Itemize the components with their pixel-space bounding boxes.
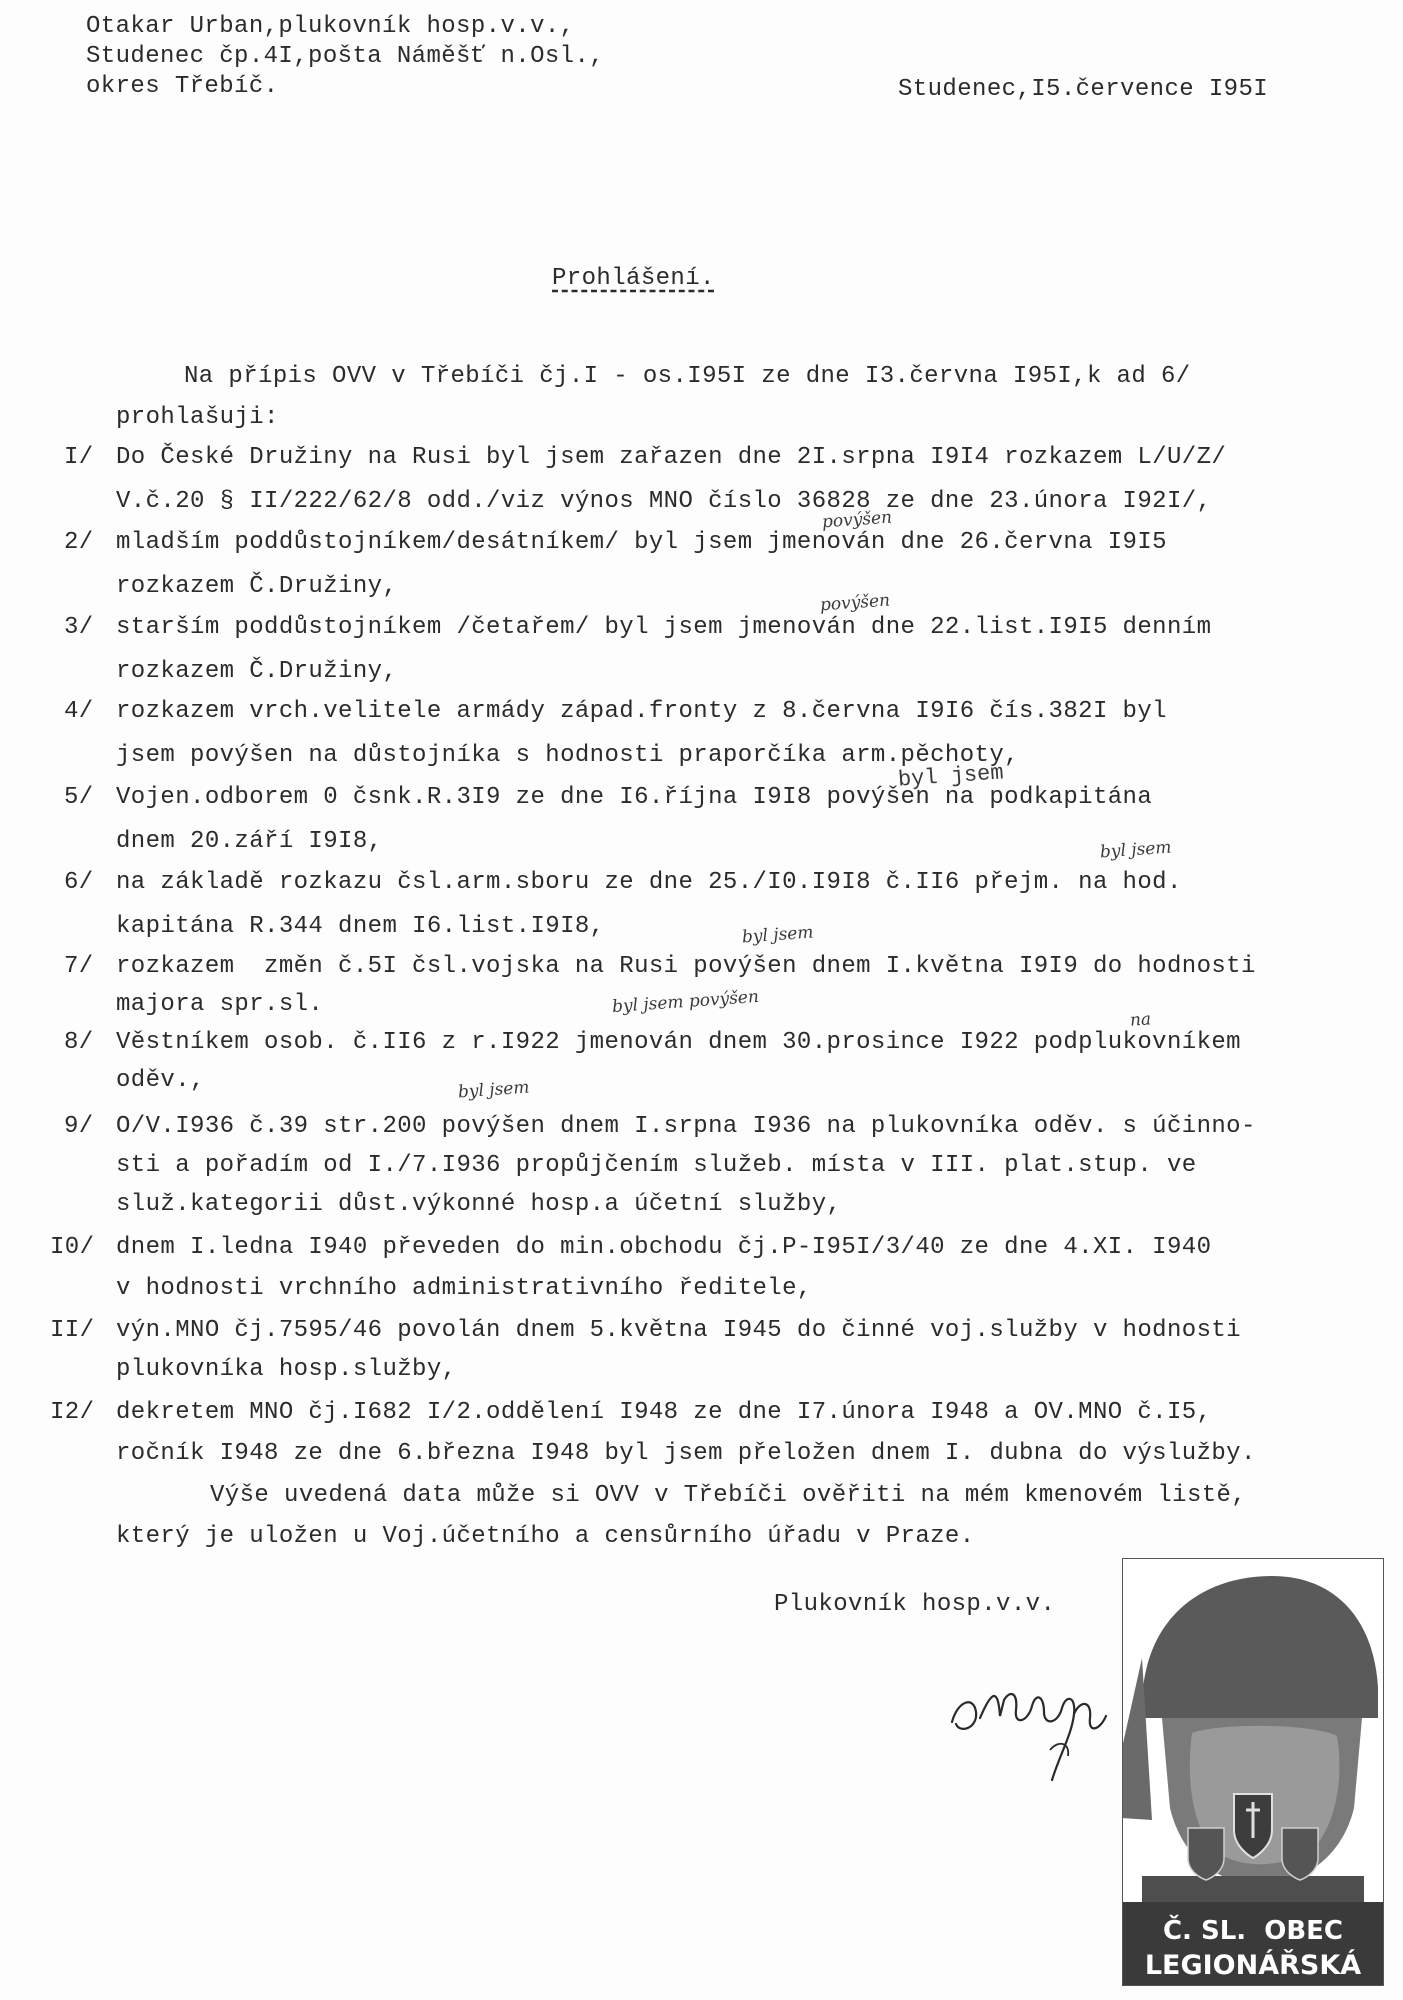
item-line: dnem I.ledna I940 převeden do min.obchodu čj.P-I95I/3/40 ze dne 4.XI. I940	[116, 1234, 1212, 1261]
item-line: kapitána R.344 dnem I6.list.I9I8,	[116, 913, 605, 940]
item-line: mladším poddůstojníkem/desátníkem/ byl jsem jmenován dne 26.června I9I5	[116, 529, 1167, 556]
handwritten-correction: byl jsem	[457, 1077, 531, 1103]
item-number: II/	[50, 1317, 95, 1344]
item-number: I2/	[50, 1399, 95, 1426]
item-line: Do České Družiny na Rusi byl jsem zařazen dne 2I.srpna I9I4 rozkazem L/U/Z/	[116, 444, 1227, 471]
item-line: na základě rozkazu čsl.arm.sboru ze dne 25./I0.I9I8 č.II6 přejm. na hod.	[116, 869, 1182, 896]
sender-line-3: okres Třebíč.	[86, 73, 279, 100]
item-line: O/V.I936 č.39 str.200 povýšen dnem I.srpna I936 na plukovníka oděv. s účinno-	[116, 1113, 1256, 1140]
handwritten-correction: byl jsem povýšen	[611, 986, 760, 1018]
item-line: oděv.,	[116, 1067, 205, 1094]
intro-line-2: prohlašuji:	[116, 404, 279, 431]
document-title: Prohlášení.	[552, 265, 715, 292]
item-line: výn.MNO čj.7595/46 povolán dnem 5.května I945 do činné voj.služby v hodnosti	[116, 1317, 1241, 1344]
item-line: V.č.20 § II/222/62/8 odd./viz výnos MNO číslo 36828 ze dne 23.února I92I/,	[116, 488, 1212, 515]
emblem-text-line-1: Č. SL. OBEC	[1162, 1916, 1344, 1946]
item-line: Věstníkem osob. č.II6 z r.I922 jmenován dnem 30.prosince I922 podplukovníkem	[116, 1029, 1241, 1056]
item-line: starším poddůstojníkem /četařem/ byl jsem jmenován dne 22.list.I9I5 denním	[116, 614, 1212, 641]
item-line: Vojen.odborem 0 čsnk.R.3I9 ze dne I6.října I9I8 povýšen na podkapitána	[116, 784, 1153, 811]
item-number: 9/	[64, 1113, 94, 1140]
sender-line-2: Studenec čp.4I,pošta Náměšť n.Osl.,	[86, 43, 605, 70]
item-line: dnem 20.září I9I8,	[116, 828, 383, 855]
item-number: 2/	[64, 529, 94, 556]
place-date: Studenec,I5.července I95I	[898, 76, 1269, 103]
closing-line-2: který je uložen u Voj.účetního a censůrního úřadu v Praze.	[116, 1523, 975, 1550]
handwritten-signature	[940, 1630, 1120, 1800]
handwritten-correction: byl jsem	[741, 922, 815, 948]
item-line: sti a pořadím od I./7.I936 propůjčením služeb. místa v III. plat.stup. ve	[116, 1152, 1197, 1179]
item-number: I/	[64, 444, 94, 471]
item-number: 4/	[64, 698, 94, 725]
item-line: dekretem MNO čj.I682 I/2.oddělení I948 ze dne I7.února I948 a OV.MNO č.I5,	[116, 1399, 1212, 1426]
item-line: služ.kategorii důst.výkonné hosp.a účetní služby,	[116, 1191, 842, 1218]
closing-line-1: Výše uvedená data může si OVV v Třebíči ověřiti na mém kmenovém listě,	[210, 1482, 1247, 1509]
item-line: rozkazem vrch.velitele armády západ.fronty z 8.června I9I6 čís.382I byl	[116, 698, 1167, 725]
item-line: rozkazem Č.Družiny,	[116, 573, 398, 600]
item-number: 6/	[64, 869, 94, 896]
intro-line-1: Na přípis OVV v Třebíči čj.I - os.I95I ze dne I3.června I95I,k ad 6/	[184, 363, 1191, 390]
signature-title: Plukovník hosp.v.v.	[774, 1591, 1056, 1618]
emblem-text-line-2: LEGIONÁŘSKÁ	[1144, 1950, 1362, 1981]
item-line: ročník I948 ze dne 6.března I948 byl jsem přeložen dnem I. dubna do výslužby.	[116, 1440, 1256, 1467]
handwritten-correction: povýšen	[819, 590, 891, 616]
item-line: majora spr.sl.	[116, 991, 324, 1018]
item-number: 7/	[64, 953, 94, 980]
item-number: 8/	[64, 1029, 94, 1056]
item-line: plukovníka hosp.služby,	[116, 1356, 457, 1383]
typed-insertion: byl jsem	[897, 760, 1005, 793]
handwritten-correction: byl jsem	[1099, 837, 1173, 863]
handwritten-correction: na	[1129, 1009, 1152, 1031]
item-line: rozkazem Č.Družiny,	[116, 658, 398, 685]
item-line: rozkazem změn č.5I čsl.vojska na Rusi povýšen dnem I.května I9I9 do hodnosti	[116, 953, 1256, 980]
sender-line-1: Otakar Urban,plukovník hosp.v.v.,	[86, 13, 575, 40]
item-number: 3/	[64, 614, 94, 641]
item-number: I0/	[50, 1234, 95, 1261]
item-number: 5/	[64, 784, 94, 811]
item-line: jsem povýšen na důstojníka s hodnosti praporčíka arm.pěchoty,	[116, 742, 1019, 769]
item-line: v hodnosti vrchního administrativního ředitele,	[116, 1275, 812, 1302]
handwritten-correction: povýšen	[821, 507, 893, 533]
